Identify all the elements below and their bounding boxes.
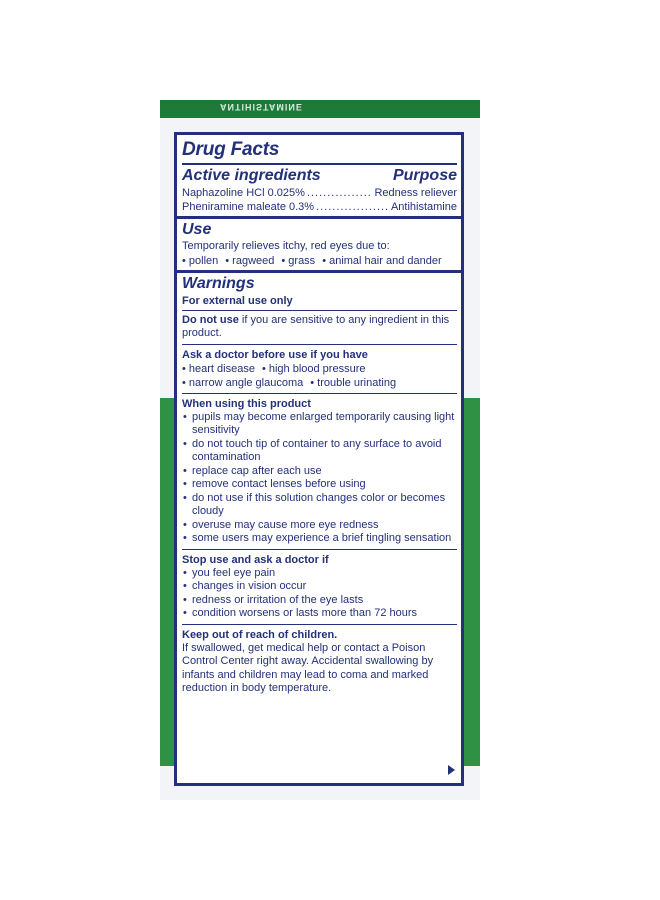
box-top-band (160, 100, 480, 118)
list-item: • do not use if this solution changes color or becomes cloudy (182, 492, 457, 519)
ask-doctor-item: • trouble urinating (310, 376, 397, 389)
list-item: • pupils may become enlarged temporarily causing light sensitivity (182, 411, 457, 438)
ask-doctor-item: • high blood pressure (261, 362, 366, 375)
use-item: • grass (281, 254, 316, 267)
ask-doctor-line (182, 362, 457, 376)
box-top-mirrored-text: ANTIHISTAMINE (220, 102, 303, 112)
when-using-list (182, 411, 457, 546)
list-item: • some users may experience a brief tingling sensation (182, 532, 457, 546)
list-item: • changes in vision occur (182, 580, 457, 594)
ask-doctor-line (182, 376, 457, 390)
list-item: • condition worsens or lasts more than 72 hours (182, 607, 457, 621)
stop-use-list (182, 567, 457, 621)
list-item: • replace cap after each use (182, 465, 457, 479)
warnings-heading: Warnings (182, 274, 255, 292)
list-item: • do not touch tip of container to any surface to avoid contamination (182, 438, 457, 465)
use-item: • pollen (182, 254, 219, 267)
ingredient-purpose: Redness reliever (374, 187, 457, 199)
list-item: • remove contact lenses before using (182, 478, 457, 492)
leader-dots (316, 200, 389, 214)
active-ingredients-heading: Active ingredients (182, 167, 321, 184)
use-heading: Use (182, 221, 212, 238)
keep-out-heading: Keep out of reach of children. (182, 628, 338, 641)
ingredient-name: Pheniramine maleate 0.3% (182, 201, 315, 213)
stop-use-heading: Stop use and ask a doctor if (182, 553, 329, 566)
use-item: • ragweed (225, 254, 275, 267)
list-item: • overuse may cause more eye redness (182, 519, 457, 533)
do-not-use-label: Do not use (182, 313, 239, 326)
ingredient-name: Naphazoline HCl 0.025% (182, 187, 305, 199)
ask-doctor-item: • narrow angle glaucoma (182, 376, 304, 389)
list-item: • you feel eye pain (182, 567, 457, 581)
do-not-use-text (182, 314, 457, 341)
purpose-heading: Purpose (392, 167, 457, 184)
ingredient-purpose: Antihistamine (390, 201, 457, 213)
ask-doctor-item: • heart disease (182, 362, 255, 375)
leader-dots (307, 186, 373, 200)
continue-arrow-icon (448, 765, 455, 775)
ingredient-row (182, 186, 457, 200)
drug-facts-panel (174, 132, 464, 786)
use-text: Temporarily relieves itchy, red eyes due to: (182, 240, 390, 252)
use-items (182, 254, 457, 268)
drug-facts-title: Drug Facts (182, 139, 280, 160)
list-item: • redness or irritation of the eye lasts (182, 594, 457, 608)
when-using-heading: When using this product (182, 397, 311, 410)
do-not-use-body: if you are sensitive to any ingredient in this product. (182, 313, 450, 339)
keep-out-text: If swallowed, get medical help or contact a Poison Control Center right away. Accidental swallowing by infants and children may lead to coma and marked reduction in body temperature. (182, 641, 434, 694)
use-item: • animal hair and dander (322, 254, 442, 267)
ingredient-row (182, 200, 457, 214)
ask-doctor-heading: Ask a doctor before use if you have (182, 348, 368, 361)
external-use-text: For external use only (182, 294, 293, 307)
active-ingredients-header (182, 165, 457, 186)
